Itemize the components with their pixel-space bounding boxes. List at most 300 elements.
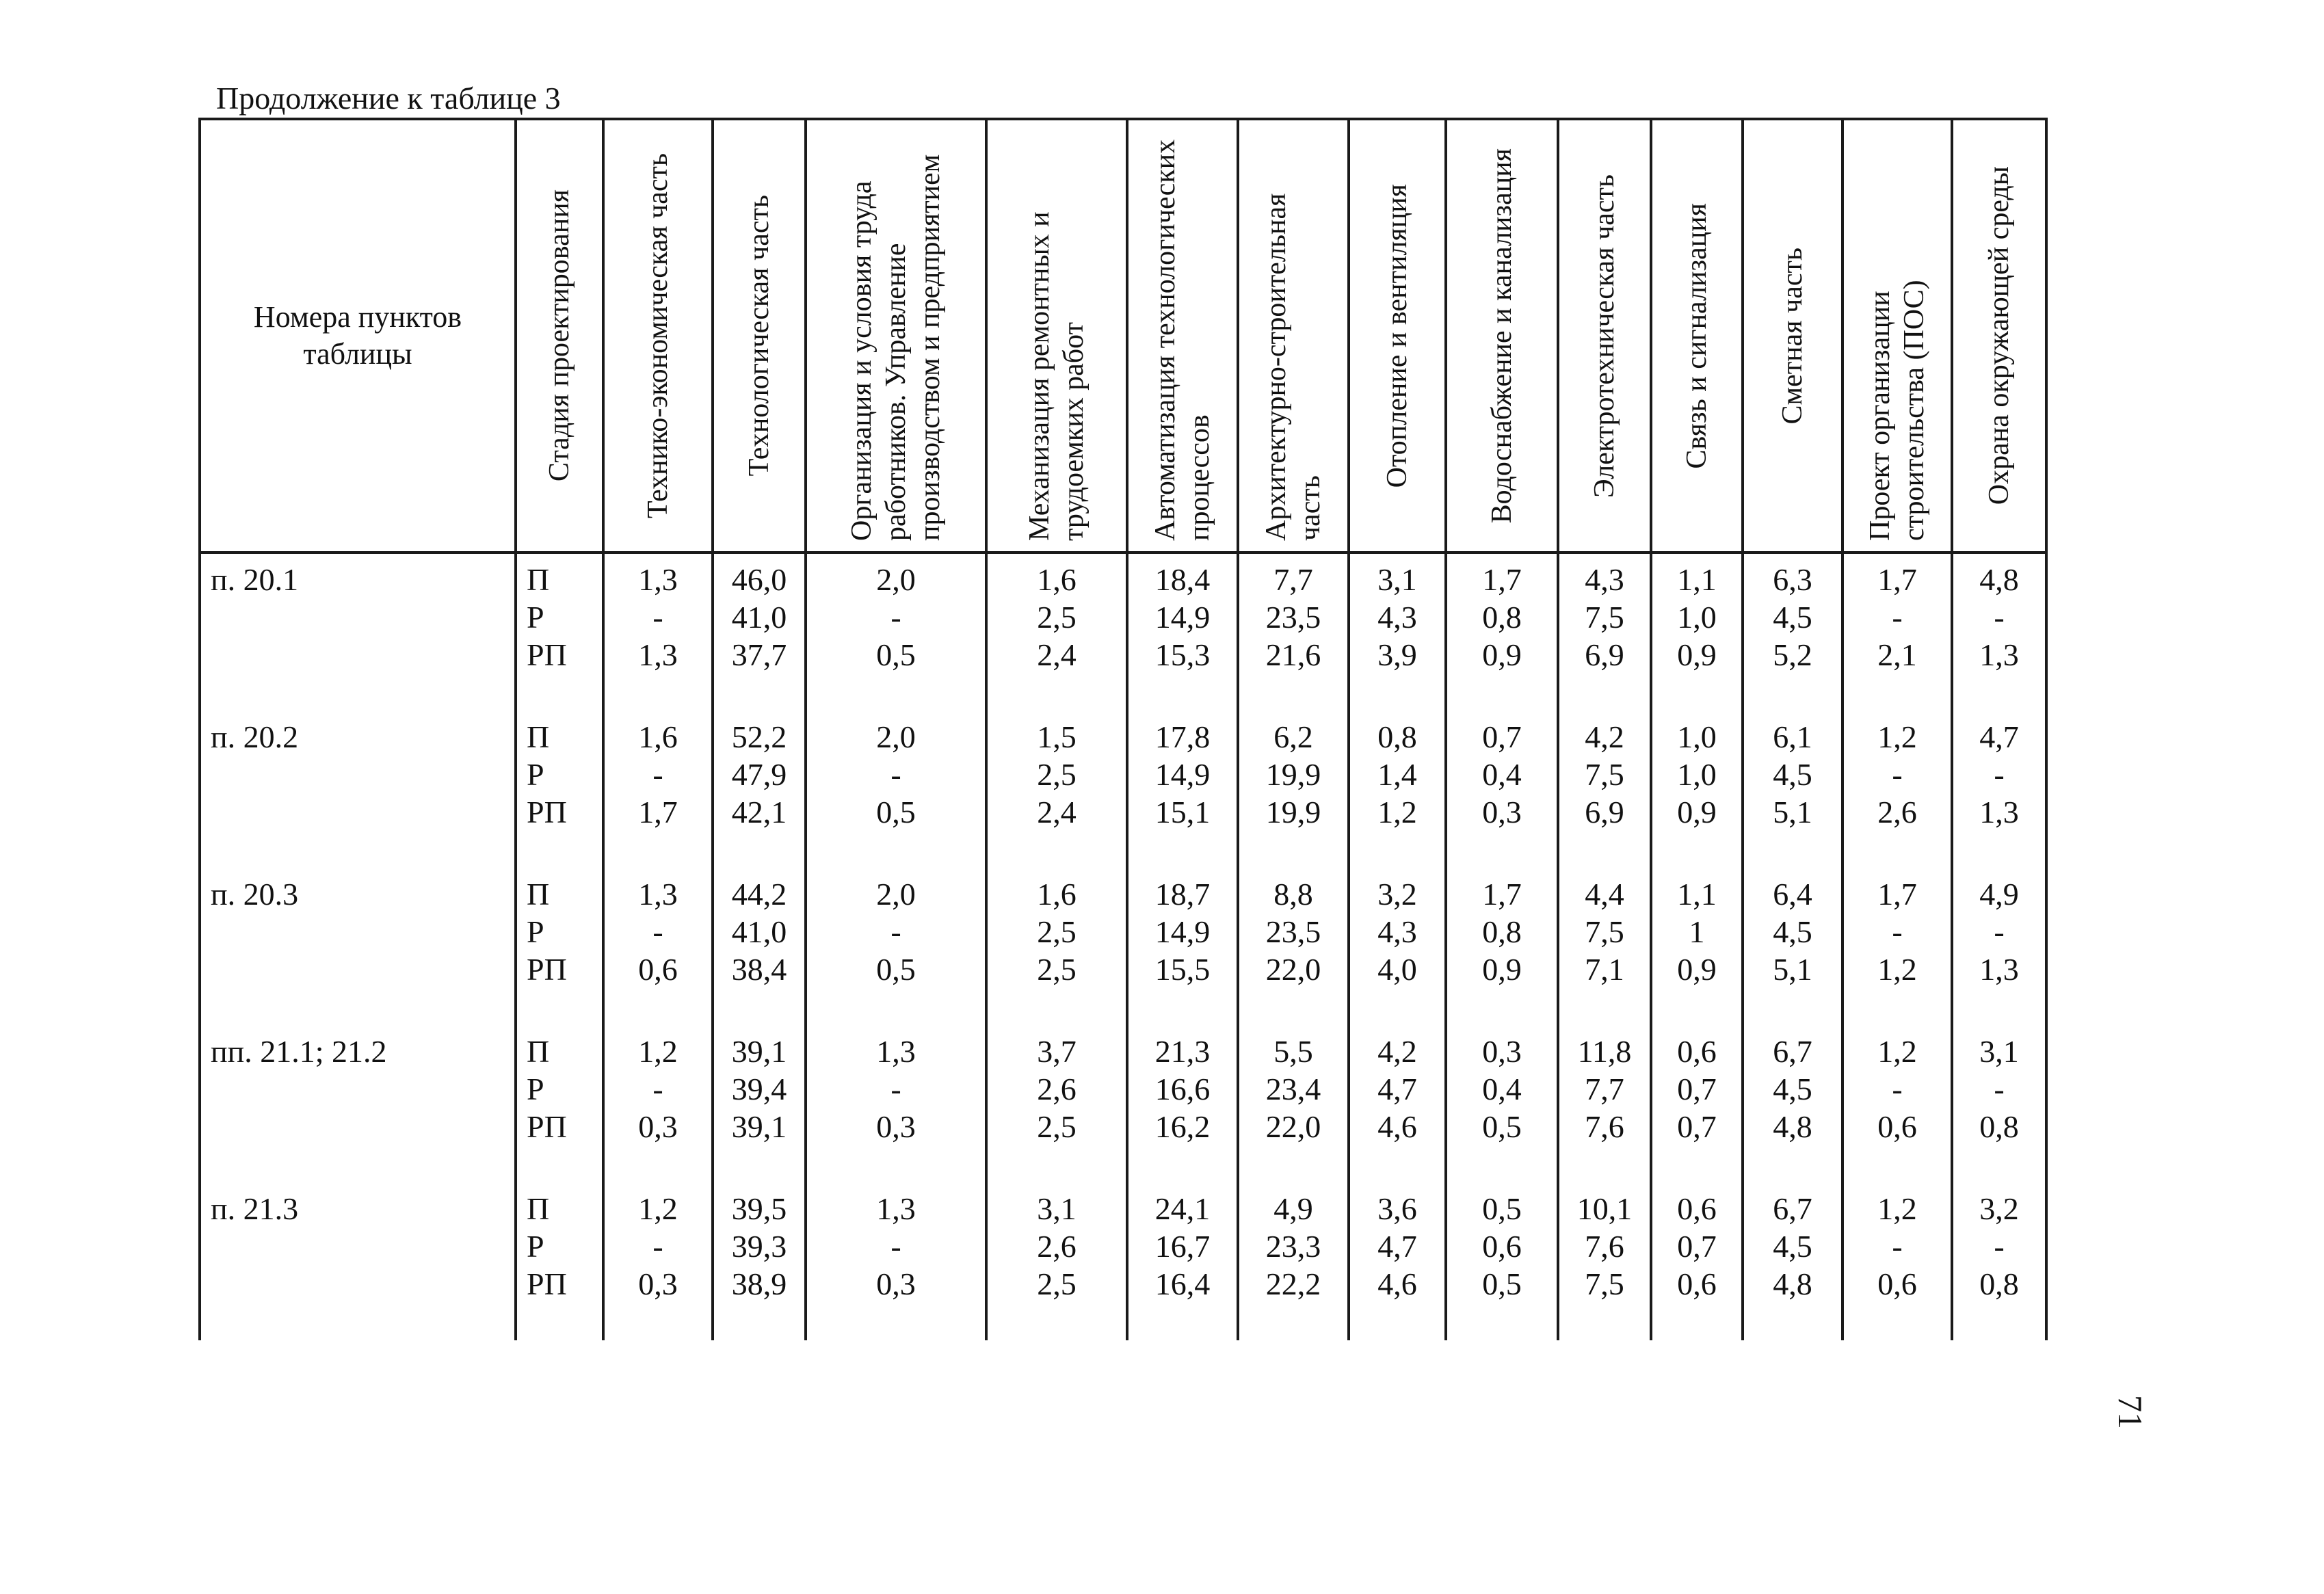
value-cell xyxy=(1349,1183,1446,1340)
value-cell xyxy=(1952,553,2046,711)
row-group-label: п. 20.3 xyxy=(200,868,516,1026)
cell-value: 7,6 xyxy=(1585,1229,1624,1264)
value-cell xyxy=(1127,553,1238,711)
value-cell xyxy=(713,1026,806,1183)
cell-value: 1,2 xyxy=(638,1191,678,1226)
cell-value: 0,8 xyxy=(1482,600,1522,635)
cell-value: 22,0 xyxy=(1265,952,1321,987)
cell-value: 19,9 xyxy=(1265,795,1321,829)
value-cell xyxy=(713,1183,806,1340)
cell-value: 3,9 xyxy=(1377,637,1417,672)
value-cell xyxy=(1238,553,1349,711)
cell-value: 7,7 xyxy=(1273,562,1313,597)
cell-value: - xyxy=(1892,914,1903,949)
cell-value: 0,6 xyxy=(1877,1109,1917,1144)
column-header-label: Автоматизация технологических процессов xyxy=(1150,139,1215,541)
cell-value: 0,3 xyxy=(1482,795,1522,829)
stage-cell xyxy=(516,711,603,868)
cell-value: 5,5 xyxy=(1273,1034,1313,1069)
cell-value: 1,3 xyxy=(638,877,678,912)
value-cell xyxy=(986,1026,1127,1183)
cell-value: - xyxy=(890,1072,901,1106)
cell-value: 3,6 xyxy=(1377,1191,1417,1226)
value-cell xyxy=(1349,553,1446,711)
stage-cell xyxy=(516,1026,603,1183)
cell-value: 16,2 xyxy=(1154,1109,1211,1144)
cell-value: - xyxy=(652,600,663,635)
cell-value: 46,0 xyxy=(731,562,787,597)
cell-value: 3,2 xyxy=(1979,1191,2019,1226)
cell-value: 1,3 xyxy=(876,1034,916,1069)
cell-value: - xyxy=(652,1229,663,1264)
cell-value: 0,5 xyxy=(1482,1109,1522,1144)
cell-value: 6,7 xyxy=(1773,1191,1812,1226)
cell-value: 0,3 xyxy=(876,1109,916,1144)
cell-value: 1,3 xyxy=(1979,637,2019,672)
cell-value: 4,7 xyxy=(1377,1229,1417,1264)
row-group-label: п. 20.2 xyxy=(200,711,516,868)
cell-value: 22,0 xyxy=(1265,1109,1321,1144)
cell-value: 5,2 xyxy=(1773,637,1812,672)
value-cell xyxy=(1446,868,1558,1026)
column-header-label: Электротехническая часть xyxy=(1589,174,1620,498)
stage-code: РП xyxy=(527,795,567,829)
value-cell xyxy=(1238,868,1349,1026)
cell-value: 17,8 xyxy=(1154,719,1211,754)
cell-value: 4,9 xyxy=(1979,877,2019,912)
cell-value: 16,7 xyxy=(1154,1229,1211,1264)
cell-value: 4,6 xyxy=(1377,1109,1417,1144)
value-cell xyxy=(1127,711,1238,868)
cell-value: 2,0 xyxy=(876,562,916,597)
cell-value: 7,7 xyxy=(1585,1072,1624,1106)
table-container xyxy=(198,118,2045,1313)
cell-value: 1,7 xyxy=(1482,562,1522,597)
cell-value: 16,6 xyxy=(1154,1072,1211,1106)
cell-value: 23,5 xyxy=(1265,914,1321,949)
cell-value: 4,8 xyxy=(1773,1266,1812,1301)
cell-value: 4,5 xyxy=(1773,1229,1812,1264)
cell-value: 2,5 xyxy=(1037,1109,1077,1144)
row-group-label: п. 21.3 xyxy=(200,1183,516,1340)
value-cell xyxy=(1127,1026,1238,1183)
cell-value: 10,1 xyxy=(1576,1191,1633,1226)
cell-value: 0,8 xyxy=(1979,1266,2019,1301)
cell-value: - xyxy=(652,914,663,949)
cell-value: 1,6 xyxy=(638,719,678,754)
value-cell xyxy=(986,553,1127,711)
cell-value: 3,1 xyxy=(1979,1034,2019,1069)
cell-value: - xyxy=(1994,914,2005,949)
cell-value: - xyxy=(890,1229,901,1264)
cell-value: 1,7 xyxy=(1482,877,1522,912)
column-header-label: Проект организации строительства (ПОС) xyxy=(1864,280,1930,541)
cell-value: 0,6 xyxy=(1482,1229,1522,1264)
value-cell xyxy=(1651,1026,1743,1183)
table-row xyxy=(200,711,2046,868)
cell-value: 4,7 xyxy=(1377,1072,1417,1106)
cell-value: 1,0 xyxy=(1677,757,1717,792)
cell-value: 6,7 xyxy=(1773,1034,1812,1069)
value-cell xyxy=(1558,553,1651,711)
cell-value: 0,3 xyxy=(638,1109,678,1144)
cell-value: 1 xyxy=(1689,914,1705,949)
column-header-6 xyxy=(1127,119,1238,553)
value-cell xyxy=(1127,868,1238,1026)
cell-value: 1,6 xyxy=(1037,877,1077,912)
value-cell xyxy=(603,1183,713,1340)
stage-code: П xyxy=(527,562,550,597)
cell-value: 39,4 xyxy=(731,1072,787,1106)
column-header-11 xyxy=(1651,119,1743,553)
column-header-14 xyxy=(1952,119,2046,553)
cell-value: 21,6 xyxy=(1265,637,1321,672)
column-header-4 xyxy=(806,119,986,553)
table-header-row xyxy=(200,119,2046,553)
value-cell xyxy=(1349,868,1446,1026)
cell-value: 4,6 xyxy=(1377,1266,1417,1301)
value-cell xyxy=(603,1026,713,1183)
cell-value: 0,3 xyxy=(876,1266,916,1301)
cell-value: 52,2 xyxy=(731,719,787,754)
cell-value: 2,6 xyxy=(1037,1229,1077,1264)
cell-value: 1,6 xyxy=(1037,562,1077,597)
cell-value: 4,5 xyxy=(1773,757,1812,792)
stage-cell xyxy=(516,868,603,1026)
cell-value: 1,7 xyxy=(1877,562,1917,597)
cell-value: - xyxy=(1892,1072,1903,1106)
column-header-0: Номера пунктов таблицы xyxy=(200,119,516,553)
cell-value: 0,9 xyxy=(1677,795,1717,829)
cell-value: 0,4 xyxy=(1482,1072,1522,1106)
stage-code: П xyxy=(527,877,550,912)
stage-cell xyxy=(516,1183,603,1340)
table-row xyxy=(200,1026,2046,1183)
cell-value: 1,4 xyxy=(1377,757,1417,792)
cell-value: 23,3 xyxy=(1265,1229,1321,1264)
table-caption: Продолжение к таблице 3 xyxy=(216,81,561,116)
value-cell xyxy=(806,1183,986,1340)
value-cell xyxy=(1446,1026,1558,1183)
cell-value: - xyxy=(1994,1072,2005,1106)
value-cell xyxy=(806,1026,986,1183)
cell-value: 15,1 xyxy=(1154,795,1211,829)
cell-value: - xyxy=(1892,1229,1903,1264)
value-cell xyxy=(806,868,986,1026)
cell-value: 39,1 xyxy=(731,1109,787,1144)
cell-value: 1,2 xyxy=(638,1034,678,1069)
cell-value: 18,7 xyxy=(1154,877,1211,912)
value-cell xyxy=(603,711,713,868)
stage-code: РП xyxy=(527,952,567,987)
cell-value: 4,3 xyxy=(1585,562,1624,597)
cell-value: 0,5 xyxy=(876,637,916,672)
cell-value: 15,5 xyxy=(1154,952,1211,987)
cell-value: 0,8 xyxy=(1482,914,1522,949)
cell-value: 4,8 xyxy=(1773,1109,1812,1144)
cell-value: 3,7 xyxy=(1037,1034,1077,1069)
value-cell xyxy=(713,868,806,1026)
cell-value: 3,1 xyxy=(1037,1191,1077,1226)
value-cell xyxy=(1651,868,1743,1026)
cell-value: 41,0 xyxy=(731,600,787,635)
cell-value: 0,7 xyxy=(1482,719,1522,754)
cell-value: 0,6 xyxy=(1677,1191,1717,1226)
value-cell xyxy=(1127,1183,1238,1340)
cell-value: 1,0 xyxy=(1677,600,1717,635)
value-cell xyxy=(1558,868,1651,1026)
cell-value: 8,8 xyxy=(1273,877,1313,912)
column-header-label: Связь и сигнализация xyxy=(1681,202,1713,469)
column-header-label: Отопление и вентиляция xyxy=(1382,183,1413,488)
cell-value: 0,6 xyxy=(1877,1266,1917,1301)
cell-value: - xyxy=(1892,600,1903,635)
value-cell xyxy=(713,553,806,711)
cell-value: 1,7 xyxy=(1877,877,1917,912)
stage-code: Р xyxy=(527,914,544,949)
cell-value: - xyxy=(652,1072,663,1106)
cell-value: 14,9 xyxy=(1154,757,1211,792)
cell-value: 1,3 xyxy=(638,637,678,672)
cell-value: 1,3 xyxy=(1979,952,2019,987)
cell-value: 0,8 xyxy=(1979,1109,2019,1144)
value-cell xyxy=(713,711,806,868)
column-header-label: Водоснабжение и канализация xyxy=(1486,148,1518,524)
cell-value: 18,4 xyxy=(1154,562,1211,597)
value-cell xyxy=(1843,1026,1952,1183)
table-row xyxy=(200,553,2046,711)
cell-value: 4,3 xyxy=(1377,914,1417,949)
column-header-label: Сметная часть xyxy=(1777,247,1808,425)
cell-value: 4,7 xyxy=(1979,719,2019,754)
stage-code: Р xyxy=(527,1072,544,1106)
value-cell xyxy=(1952,868,2046,1026)
cell-value: 1,3 xyxy=(876,1191,916,1226)
stage-cell xyxy=(516,553,603,711)
cell-value: 0,9 xyxy=(1677,637,1717,672)
cell-value: 0,6 xyxy=(1677,1266,1717,1301)
value-cell xyxy=(1743,1183,1843,1340)
cell-value: 1,1 xyxy=(1677,562,1717,597)
stage-code: Р xyxy=(527,757,544,792)
value-cell xyxy=(1843,711,1952,868)
value-cell xyxy=(1743,1026,1843,1183)
cell-value: 0,3 xyxy=(638,1266,678,1301)
cell-value: - xyxy=(890,914,901,949)
value-cell xyxy=(1446,1183,1558,1340)
cell-value: 14,9 xyxy=(1154,914,1211,949)
cell-value: 2,5 xyxy=(1037,600,1077,635)
cell-value: 6,9 xyxy=(1585,637,1624,672)
column-header-label: Архитектурно-строительная часть xyxy=(1260,193,1326,541)
value-cell xyxy=(1238,1183,1349,1340)
cell-value: 4,5 xyxy=(1773,600,1812,635)
cell-value: - xyxy=(890,600,901,635)
cell-value: 0,6 xyxy=(1677,1034,1717,1069)
cell-value: 15,3 xyxy=(1154,637,1211,672)
cell-value: - xyxy=(1994,600,2005,635)
cell-value: 1,2 xyxy=(1877,1191,1917,1226)
cell-value: 2,6 xyxy=(1877,795,1917,829)
cell-value: 6,3 xyxy=(1773,562,1812,597)
cell-value: 7,5 xyxy=(1585,757,1624,792)
cell-value: 0,7 xyxy=(1677,1072,1717,1106)
value-cell xyxy=(1743,711,1843,868)
cell-value: 7,5 xyxy=(1585,1266,1624,1301)
cell-value: 37,7 xyxy=(731,637,787,672)
cell-value: 16,4 xyxy=(1154,1266,1211,1301)
column-header-label: Механизация ремонтных и трудоемких работ xyxy=(1024,211,1090,541)
column-header-label: Технико-экономическая часть xyxy=(642,153,674,518)
table-row xyxy=(200,1183,2046,1340)
value-cell xyxy=(1651,1183,1743,1340)
value-cell xyxy=(1349,1026,1446,1183)
cell-value: 1,2 xyxy=(1877,952,1917,987)
cell-value: 6,9 xyxy=(1585,795,1624,829)
cell-value: 5,1 xyxy=(1773,795,1812,829)
cell-value: 4,3 xyxy=(1377,600,1417,635)
cell-value: 4,9 xyxy=(1273,1191,1313,1226)
value-cell xyxy=(806,711,986,868)
cell-value: 0,5 xyxy=(1482,1191,1522,1226)
stage-code: РП xyxy=(527,1109,567,1144)
value-cell xyxy=(1843,1183,1952,1340)
cell-value: 44,2 xyxy=(731,877,787,912)
column-header-label: Охрана окружающей среды xyxy=(1983,166,2015,505)
cell-value: 2,0 xyxy=(876,877,916,912)
row-group-label: пп. 21.1; 21.2 xyxy=(200,1026,516,1183)
cell-value: 0,6 xyxy=(638,952,678,987)
column-header-1 xyxy=(516,119,603,553)
value-cell xyxy=(1651,711,1743,868)
cell-value: 14,9 xyxy=(1154,600,1211,635)
cell-value: 6,4 xyxy=(1773,877,1812,912)
cell-value: 7,6 xyxy=(1585,1109,1624,1144)
value-cell xyxy=(1558,1026,1651,1183)
cell-value: 47,9 xyxy=(731,757,787,792)
column-header-label: Технологическая часть xyxy=(743,195,775,477)
column-header-label: Стадия проектирования xyxy=(544,189,575,482)
cell-value: 4,8 xyxy=(1979,562,2019,597)
table-body xyxy=(200,553,2046,1340)
cell-value: 1,7 xyxy=(638,795,678,829)
cell-value: 1,2 xyxy=(1877,719,1917,754)
column-header-12 xyxy=(1743,119,1843,553)
value-cell xyxy=(1843,553,1952,711)
cell-value: 24,1 xyxy=(1154,1191,1211,1226)
cell-value: - xyxy=(1994,757,2005,792)
cell-value: 21,3 xyxy=(1154,1034,1211,1069)
value-cell xyxy=(603,553,713,711)
cell-value: - xyxy=(652,757,663,792)
cell-value: 41,0 xyxy=(731,914,787,949)
value-cell xyxy=(1558,711,1651,868)
cell-value: 39,1 xyxy=(731,1034,787,1069)
cell-value: 6,1 xyxy=(1773,719,1812,754)
stage-code: Р xyxy=(527,1229,544,1264)
cell-value: 1,2 xyxy=(1377,795,1417,829)
stage-code: РП xyxy=(527,1266,567,1301)
cell-value: 7,5 xyxy=(1585,600,1624,635)
stage-code: РП xyxy=(527,637,567,672)
cell-value: 1,3 xyxy=(638,562,678,597)
cell-value: 4,5 xyxy=(1773,914,1812,949)
column-header-10 xyxy=(1558,119,1651,553)
cell-value: 11,8 xyxy=(1577,1034,1632,1069)
column-header-8 xyxy=(1349,119,1446,553)
cell-value: 7,5 xyxy=(1585,914,1624,949)
value-cell xyxy=(1743,868,1843,1026)
cell-value: 2,5 xyxy=(1037,757,1077,792)
cell-value: 1,1 xyxy=(1677,877,1717,912)
value-cell xyxy=(1446,711,1558,868)
cell-value: 38,4 xyxy=(731,952,787,987)
cell-value: 3,2 xyxy=(1377,877,1417,912)
stage-code: Р xyxy=(527,600,544,635)
cell-value: 1,5 xyxy=(1037,719,1077,754)
table-row xyxy=(200,868,2046,1026)
row-group-label: п. 20.1 xyxy=(200,553,516,711)
cell-value: 0,3 xyxy=(1482,1034,1522,1069)
cell-value: 4,0 xyxy=(1377,952,1417,987)
column-header-13 xyxy=(1843,119,1952,553)
cell-value: 4,2 xyxy=(1377,1034,1417,1069)
cell-value: 0,8 xyxy=(1377,719,1417,754)
value-cell xyxy=(603,868,713,1026)
cell-value: 2,5 xyxy=(1037,1266,1077,1301)
value-cell xyxy=(1952,711,2046,868)
column-header-9 xyxy=(1446,119,1558,553)
cell-value: 2,0 xyxy=(876,719,916,754)
stage-code: П xyxy=(527,1034,550,1069)
cell-value: 2,5 xyxy=(1037,952,1077,987)
cell-value: 22,2 xyxy=(1265,1266,1321,1301)
value-cell xyxy=(986,1183,1127,1340)
cell-value: 4,4 xyxy=(1585,877,1624,912)
column-header-5 xyxy=(986,119,1127,553)
cell-value: 3,1 xyxy=(1377,562,1417,597)
cell-value: 2,5 xyxy=(1037,914,1077,949)
value-cell xyxy=(1952,1026,2046,1183)
cell-value: 0,5 xyxy=(876,795,916,829)
value-cell xyxy=(1446,553,1558,711)
cell-value: 0,9 xyxy=(1482,637,1522,672)
value-cell xyxy=(1843,868,1952,1026)
value-cell xyxy=(1952,1183,2046,1340)
value-cell xyxy=(806,553,986,711)
value-cell xyxy=(1558,1183,1651,1340)
value-cell xyxy=(986,711,1127,868)
stage-code: П xyxy=(527,1191,550,1226)
value-cell xyxy=(1238,1026,1349,1183)
cell-value: 5,1 xyxy=(1773,952,1812,987)
cell-value: - xyxy=(890,757,901,792)
value-cell xyxy=(1238,711,1349,868)
cell-value: 0,9 xyxy=(1482,952,1522,987)
value-cell xyxy=(1349,711,1446,868)
cell-value: 1,2 xyxy=(1877,1034,1917,1069)
cell-value: - xyxy=(1994,1229,2005,1264)
value-cell xyxy=(986,868,1127,1026)
cell-value: 0,7 xyxy=(1677,1109,1717,1144)
cell-value: 0,5 xyxy=(1482,1266,1522,1301)
cell-value: 0,4 xyxy=(1482,757,1522,792)
cell-value: 23,5 xyxy=(1265,600,1321,635)
cell-value: 42,1 xyxy=(731,795,787,829)
page-number: 71 xyxy=(2111,1395,2150,1429)
cell-value: 1,0 xyxy=(1677,719,1717,754)
column-header-3 xyxy=(713,119,806,553)
